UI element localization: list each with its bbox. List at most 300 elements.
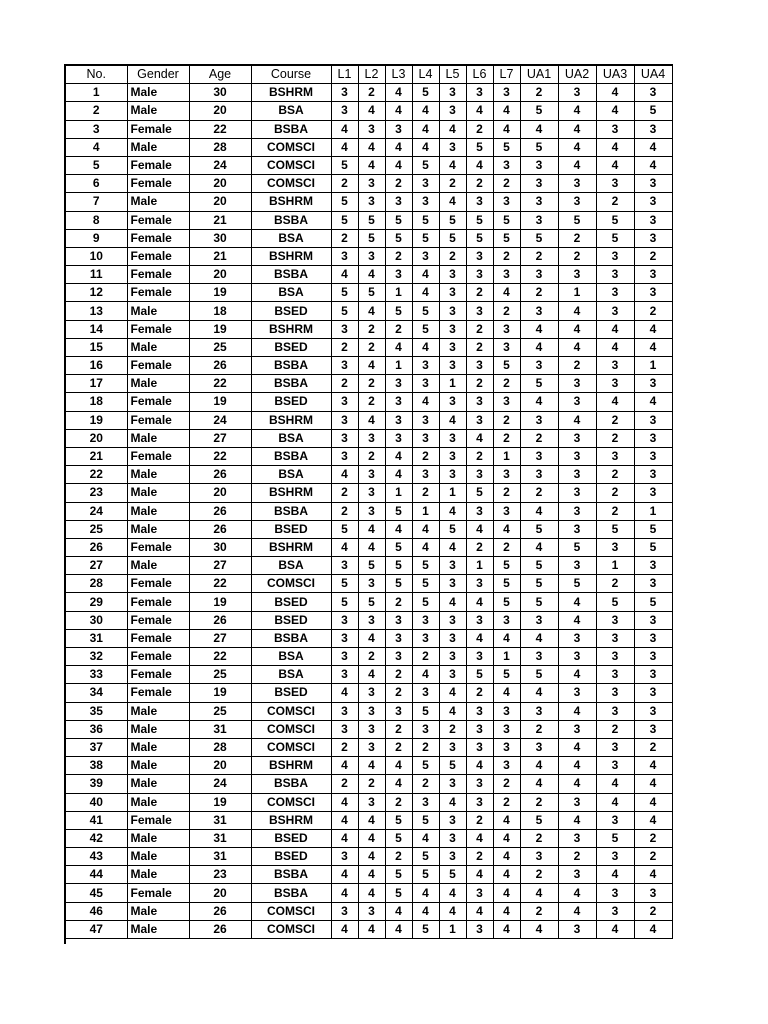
cell-ua1: 3 <box>520 175 558 193</box>
cell-ua2: 4 <box>558 611 596 629</box>
table-row <box>65 920 672 938</box>
cell-l5: 1 <box>439 920 466 938</box>
cell-age: 28 <box>189 738 251 756</box>
cell-l7: 3 <box>493 193 520 211</box>
cell-l6: 3 <box>466 302 493 320</box>
cell-l3: 4 <box>385 902 412 920</box>
cell-age: 26 <box>189 611 251 629</box>
cell-ua1: 3 <box>520 648 558 666</box>
cell-l2: 3 <box>358 738 385 756</box>
cell-gender: Female <box>127 575 189 593</box>
cell-gender: Female <box>127 884 189 902</box>
cell-l2: 5 <box>358 557 385 575</box>
cell-l6: 5 <box>466 484 493 502</box>
cell-l7: 4 <box>493 811 520 829</box>
cell-no: 24 <box>65 502 127 520</box>
cell-ua2: 4 <box>558 411 596 429</box>
cell-l1: 3 <box>331 557 358 575</box>
cell-l6: 3 <box>466 775 493 793</box>
column-header-l5: L5 <box>439 65 466 84</box>
cell-l3: 4 <box>385 775 412 793</box>
cell-l4: 2 <box>412 775 439 793</box>
cell-ua1: 2 <box>520 84 558 102</box>
cell-gender: Male <box>127 829 189 847</box>
cell-l7: 4 <box>493 684 520 702</box>
cell-l6: 4 <box>466 757 493 775</box>
cell-l1: 2 <box>331 484 358 502</box>
cell-l7: 2 <box>493 484 520 502</box>
cell-l2: 2 <box>358 393 385 411</box>
table-row <box>65 593 672 611</box>
cell-l4: 5 <box>412 302 439 320</box>
cell-course: BSED <box>251 338 331 356</box>
cell-ua1: 3 <box>520 702 558 720</box>
cell-ua2: 3 <box>558 484 596 502</box>
cell-l5: 4 <box>439 538 466 556</box>
cell-no: 15 <box>65 338 127 356</box>
cell-l1: 3 <box>331 611 358 629</box>
cell-l5: 3 <box>439 302 466 320</box>
cell-ua2: 4 <box>558 102 596 120</box>
cell-l7: 4 <box>493 520 520 538</box>
cell-ua4: 4 <box>634 811 672 829</box>
cell-ua3: 1 <box>596 557 634 575</box>
cell-gender: Female <box>127 247 189 265</box>
cell-ua4: 5 <box>634 538 672 556</box>
cell-l7: 4 <box>493 284 520 302</box>
cell-l2: 4 <box>358 520 385 538</box>
cell-ua1: 5 <box>520 520 558 538</box>
cell-l2: 4 <box>358 629 385 647</box>
cell-age: 21 <box>189 247 251 265</box>
cell-no: 19 <box>65 411 127 429</box>
cell-ua1: 4 <box>520 120 558 138</box>
cell-no: 37 <box>65 738 127 756</box>
cell-gender: Female <box>127 411 189 429</box>
cell-l1: 3 <box>331 429 358 447</box>
cell-ua3: 3 <box>596 648 634 666</box>
cell-l2: 2 <box>358 84 385 102</box>
cell-no: 12 <box>65 284 127 302</box>
cell-no: 44 <box>65 866 127 884</box>
table-row <box>65 247 672 265</box>
table-row <box>65 375 672 393</box>
cell-gender: Male <box>127 338 189 356</box>
cell-no: 31 <box>65 629 127 647</box>
cell-l3: 5 <box>385 575 412 593</box>
cell-ua4: 3 <box>634 429 672 447</box>
cell-l3: 2 <box>385 793 412 811</box>
cell-age: 20 <box>189 175 251 193</box>
cell-ua1: 2 <box>520 429 558 447</box>
cell-l5: 3 <box>439 611 466 629</box>
cell-ua1: 4 <box>520 684 558 702</box>
table-row <box>65 320 672 338</box>
cell-age: 21 <box>189 211 251 229</box>
cell-l3: 5 <box>385 302 412 320</box>
cell-course: BSHRM <box>251 538 331 556</box>
cell-l1: 3 <box>331 102 358 120</box>
cell-age: 19 <box>189 393 251 411</box>
cell-age: 26 <box>189 357 251 375</box>
cell-ua2: 4 <box>558 757 596 775</box>
cell-l5: 3 <box>439 848 466 866</box>
cell-l2: 3 <box>358 902 385 920</box>
cell-l5: 2 <box>439 175 466 193</box>
cell-course: BSBA <box>251 775 331 793</box>
cell-ua4: 1 <box>634 502 672 520</box>
cell-l3: 4 <box>385 920 412 938</box>
cell-l4: 5 <box>412 593 439 611</box>
cell-l3: 3 <box>385 375 412 393</box>
cell-l6: 3 <box>466 466 493 484</box>
cell-age: 22 <box>189 648 251 666</box>
table-row <box>65 156 672 174</box>
cell-ua2: 4 <box>558 156 596 174</box>
cell-l1: 3 <box>331 648 358 666</box>
cell-ua4: 4 <box>634 138 672 156</box>
cell-l3: 4 <box>385 138 412 156</box>
cell-ua3: 3 <box>596 684 634 702</box>
cell-l6: 2 <box>466 684 493 702</box>
cell-l6: 4 <box>466 429 493 447</box>
cell-no: 9 <box>65 229 127 247</box>
cell-ua3: 4 <box>596 156 634 174</box>
cell-l3: 3 <box>385 193 412 211</box>
cell-l2: 3 <box>358 611 385 629</box>
cell-ua1: 3 <box>520 411 558 429</box>
cell-l4: 3 <box>412 411 439 429</box>
table-row <box>65 666 672 684</box>
cell-gender: Male <box>127 138 189 156</box>
cell-l5: 3 <box>439 266 466 284</box>
cell-l7: 2 <box>493 302 520 320</box>
cell-l3: 2 <box>385 848 412 866</box>
cell-l1: 3 <box>331 411 358 429</box>
cell-l3: 2 <box>385 738 412 756</box>
cell-no: 32 <box>65 648 127 666</box>
cell-course: BSA <box>251 284 331 302</box>
table-row <box>65 575 672 593</box>
cell-age: 19 <box>189 284 251 302</box>
cell-gender: Female <box>127 120 189 138</box>
table-row <box>65 720 672 738</box>
cell-ua4: 3 <box>634 284 672 302</box>
cell-l4: 4 <box>412 120 439 138</box>
cell-age: 19 <box>189 793 251 811</box>
cell-ua3: 3 <box>596 902 634 920</box>
cell-l4: 4 <box>412 138 439 156</box>
cell-l3: 3 <box>385 429 412 447</box>
column-header-ua3: UA3 <box>596 65 634 84</box>
cell-l4: 3 <box>412 720 439 738</box>
cell-ua2: 2 <box>558 848 596 866</box>
cell-age: 19 <box>189 684 251 702</box>
cell-course: COMSCI <box>251 902 331 920</box>
cell-l6: 3 <box>466 920 493 938</box>
cell-ua3: 4 <box>596 793 634 811</box>
table-row <box>65 120 672 138</box>
cell-course: BSA <box>251 466 331 484</box>
cell-l6: 2 <box>466 175 493 193</box>
cell-l4: 4 <box>412 266 439 284</box>
cell-ua4: 3 <box>634 684 672 702</box>
cell-ua3: 3 <box>596 357 634 375</box>
cell-l2: 5 <box>358 284 385 302</box>
cell-l7: 3 <box>493 757 520 775</box>
cell-gender: Male <box>127 193 189 211</box>
cell-ua1: 5 <box>520 138 558 156</box>
cell-l2: 2 <box>358 320 385 338</box>
cell-course: BSED <box>251 520 331 538</box>
cell-l3: 2 <box>385 247 412 265</box>
cell-gender: Male <box>127 520 189 538</box>
cell-course: BSED <box>251 829 331 847</box>
cell-no: 8 <box>65 211 127 229</box>
table-row <box>65 84 672 102</box>
cell-ua1: 3 <box>520 211 558 229</box>
cell-ua3: 4 <box>596 102 634 120</box>
cell-ua1: 5 <box>520 102 558 120</box>
cell-course: BSA <box>251 102 331 120</box>
cell-l3: 5 <box>385 884 412 902</box>
cell-l4: 2 <box>412 738 439 756</box>
cell-l4: 4 <box>412 884 439 902</box>
cell-l3: 5 <box>385 229 412 247</box>
cell-ua3: 5 <box>596 829 634 847</box>
cell-age: 23 <box>189 866 251 884</box>
cell-l1: 2 <box>331 502 358 520</box>
cell-l5: 3 <box>439 557 466 575</box>
cell-ua1: 5 <box>520 593 558 611</box>
table-row <box>65 884 672 902</box>
cell-ua2: 3 <box>558 84 596 102</box>
cell-l2: 3 <box>358 684 385 702</box>
cell-ua1: 3 <box>520 848 558 866</box>
cell-l6: 4 <box>466 156 493 174</box>
cell-l7: 3 <box>493 320 520 338</box>
cell-l5: 3 <box>439 429 466 447</box>
cell-ua4: 3 <box>634 884 672 902</box>
table-row <box>65 302 672 320</box>
cell-ua2: 4 <box>558 302 596 320</box>
cell-l5: 4 <box>439 702 466 720</box>
cell-l1: 2 <box>331 338 358 356</box>
cell-ua4: 2 <box>634 829 672 847</box>
cell-l5: 5 <box>439 211 466 229</box>
cell-l1: 4 <box>331 266 358 284</box>
cell-l7: 3 <box>493 502 520 520</box>
cell-no: 40 <box>65 793 127 811</box>
cell-course: BSBA <box>251 629 331 647</box>
table-row <box>65 229 672 247</box>
cell-course: BSED <box>251 611 331 629</box>
column-header-gender: Gender <box>127 65 189 84</box>
cell-l5: 4 <box>439 411 466 429</box>
cell-ua3: 3 <box>596 738 634 756</box>
cell-l5: 3 <box>439 284 466 302</box>
cell-l7: 2 <box>493 411 520 429</box>
cell-l3: 4 <box>385 156 412 174</box>
table-row <box>65 466 672 484</box>
cell-age: 20 <box>189 484 251 502</box>
cell-no: 42 <box>65 829 127 847</box>
table-row <box>65 538 672 556</box>
cell-ua4: 4 <box>634 920 672 938</box>
cell-l4: 4 <box>412 829 439 847</box>
cell-l1: 5 <box>331 520 358 538</box>
cell-ua1: 2 <box>520 484 558 502</box>
cell-course: BSHRM <box>251 84 331 102</box>
cell-gender: Male <box>127 502 189 520</box>
cell-l1: 4 <box>331 538 358 556</box>
cell-course: BSED <box>251 684 331 702</box>
cell-l4: 3 <box>412 684 439 702</box>
cell-l3: 1 <box>385 484 412 502</box>
cell-l2: 4 <box>358 266 385 284</box>
cell-ua2: 3 <box>558 920 596 938</box>
cell-ua1: 3 <box>520 738 558 756</box>
cell-l7: 4 <box>493 902 520 920</box>
cell-no: 1 <box>65 84 127 102</box>
cell-l5: 3 <box>439 357 466 375</box>
cell-l4: 5 <box>412 866 439 884</box>
cell-course: COMSCI <box>251 920 331 938</box>
cell-age: 22 <box>189 375 251 393</box>
cell-ua4: 3 <box>634 266 672 284</box>
cell-ua3: 2 <box>596 575 634 593</box>
cell-l3: 5 <box>385 538 412 556</box>
cell-l4: 4 <box>412 102 439 120</box>
cell-l1: 3 <box>331 848 358 866</box>
cell-l7: 4 <box>493 920 520 938</box>
cell-ua3: 3 <box>596 447 634 465</box>
cell-gender: Male <box>127 84 189 102</box>
cell-l6: 2 <box>466 848 493 866</box>
cell-ua1: 3 <box>520 611 558 629</box>
cell-l3: 2 <box>385 666 412 684</box>
cell-l1: 5 <box>331 575 358 593</box>
cell-course: COMSCI <box>251 175 331 193</box>
cell-no: 27 <box>65 557 127 575</box>
cell-age: 20 <box>189 757 251 775</box>
cell-ua4: 3 <box>634 629 672 647</box>
cell-l4: 5 <box>412 811 439 829</box>
cell-l7: 4 <box>493 120 520 138</box>
cell-l2: 4 <box>358 357 385 375</box>
cell-ua4: 3 <box>634 229 672 247</box>
cell-l6: 2 <box>466 320 493 338</box>
cell-no: 26 <box>65 538 127 556</box>
cell-ua2: 5 <box>558 538 596 556</box>
cell-l6: 3 <box>466 720 493 738</box>
cell-ua1: 2 <box>520 284 558 302</box>
cell-gender: Male <box>127 302 189 320</box>
cell-no: 33 <box>65 666 127 684</box>
table-row <box>65 447 672 465</box>
cell-l3: 3 <box>385 393 412 411</box>
cell-l7: 3 <box>493 738 520 756</box>
cell-l5: 3 <box>439 648 466 666</box>
cell-l1: 4 <box>331 829 358 847</box>
cell-l3: 4 <box>385 520 412 538</box>
cell-gender: Female <box>127 684 189 702</box>
cell-l7: 2 <box>493 538 520 556</box>
cell-l7: 5 <box>493 666 520 684</box>
table-row <box>65 557 672 575</box>
cell-no: 36 <box>65 720 127 738</box>
cell-ua2: 4 <box>558 338 596 356</box>
cell-course: BSHRM <box>251 484 331 502</box>
cell-l2: 4 <box>358 920 385 938</box>
cell-ua3: 4 <box>596 320 634 338</box>
cell-l2: 3 <box>358 247 385 265</box>
cell-ua3: 2 <box>596 466 634 484</box>
cell-ua4: 3 <box>634 557 672 575</box>
cell-l7: 5 <box>493 575 520 593</box>
cell-course: COMSCI <box>251 138 331 156</box>
cell-l1: 4 <box>331 793 358 811</box>
cell-l5: 4 <box>439 502 466 520</box>
table-row <box>65 866 672 884</box>
cell-no: 22 <box>65 466 127 484</box>
column-header-l2: L2 <box>358 65 385 84</box>
cell-l3: 2 <box>385 175 412 193</box>
cell-gender: Female <box>127 666 189 684</box>
cell-l5: 3 <box>439 629 466 647</box>
cell-ua3: 3 <box>596 811 634 829</box>
cell-l7: 3 <box>493 156 520 174</box>
column-header-ua2: UA2 <box>558 65 596 84</box>
cell-course: BSHRM <box>251 757 331 775</box>
cell-ua3: 3 <box>596 266 634 284</box>
cell-no: 30 <box>65 611 127 629</box>
cell-ua2: 2 <box>558 247 596 265</box>
cell-l6: 3 <box>466 738 493 756</box>
cell-l6: 2 <box>466 811 493 829</box>
cell-l4: 2 <box>412 447 439 465</box>
cell-ua1: 5 <box>520 575 558 593</box>
cell-l4: 3 <box>412 429 439 447</box>
cell-ua3: 5 <box>596 211 634 229</box>
cell-l1: 4 <box>331 466 358 484</box>
cell-ua1: 5 <box>520 375 558 393</box>
cell-ua3: 3 <box>596 284 634 302</box>
cell-ua3: 4 <box>596 866 634 884</box>
cell-l4: 3 <box>412 375 439 393</box>
cell-age: 24 <box>189 775 251 793</box>
cell-ua1: 2 <box>520 866 558 884</box>
cell-l5: 3 <box>439 320 466 338</box>
cell-ua2: 3 <box>558 684 596 702</box>
cell-ua4: 2 <box>634 738 672 756</box>
cell-l1: 5 <box>331 193 358 211</box>
cell-no: 11 <box>65 266 127 284</box>
cell-l5: 3 <box>439 575 466 593</box>
cell-ua1: 2 <box>520 793 558 811</box>
cell-l1: 5 <box>331 302 358 320</box>
cell-ua2: 3 <box>558 648 596 666</box>
cell-ua4: 1 <box>634 357 672 375</box>
cell-ua1: 3 <box>520 466 558 484</box>
cell-ua4: 3 <box>634 648 672 666</box>
cell-ua4: 4 <box>634 793 672 811</box>
table-row <box>65 611 672 629</box>
cell-l7: 5 <box>493 138 520 156</box>
cell-ua4: 2 <box>634 302 672 320</box>
cell-ua4: 3 <box>634 84 672 102</box>
table-row <box>65 775 672 793</box>
